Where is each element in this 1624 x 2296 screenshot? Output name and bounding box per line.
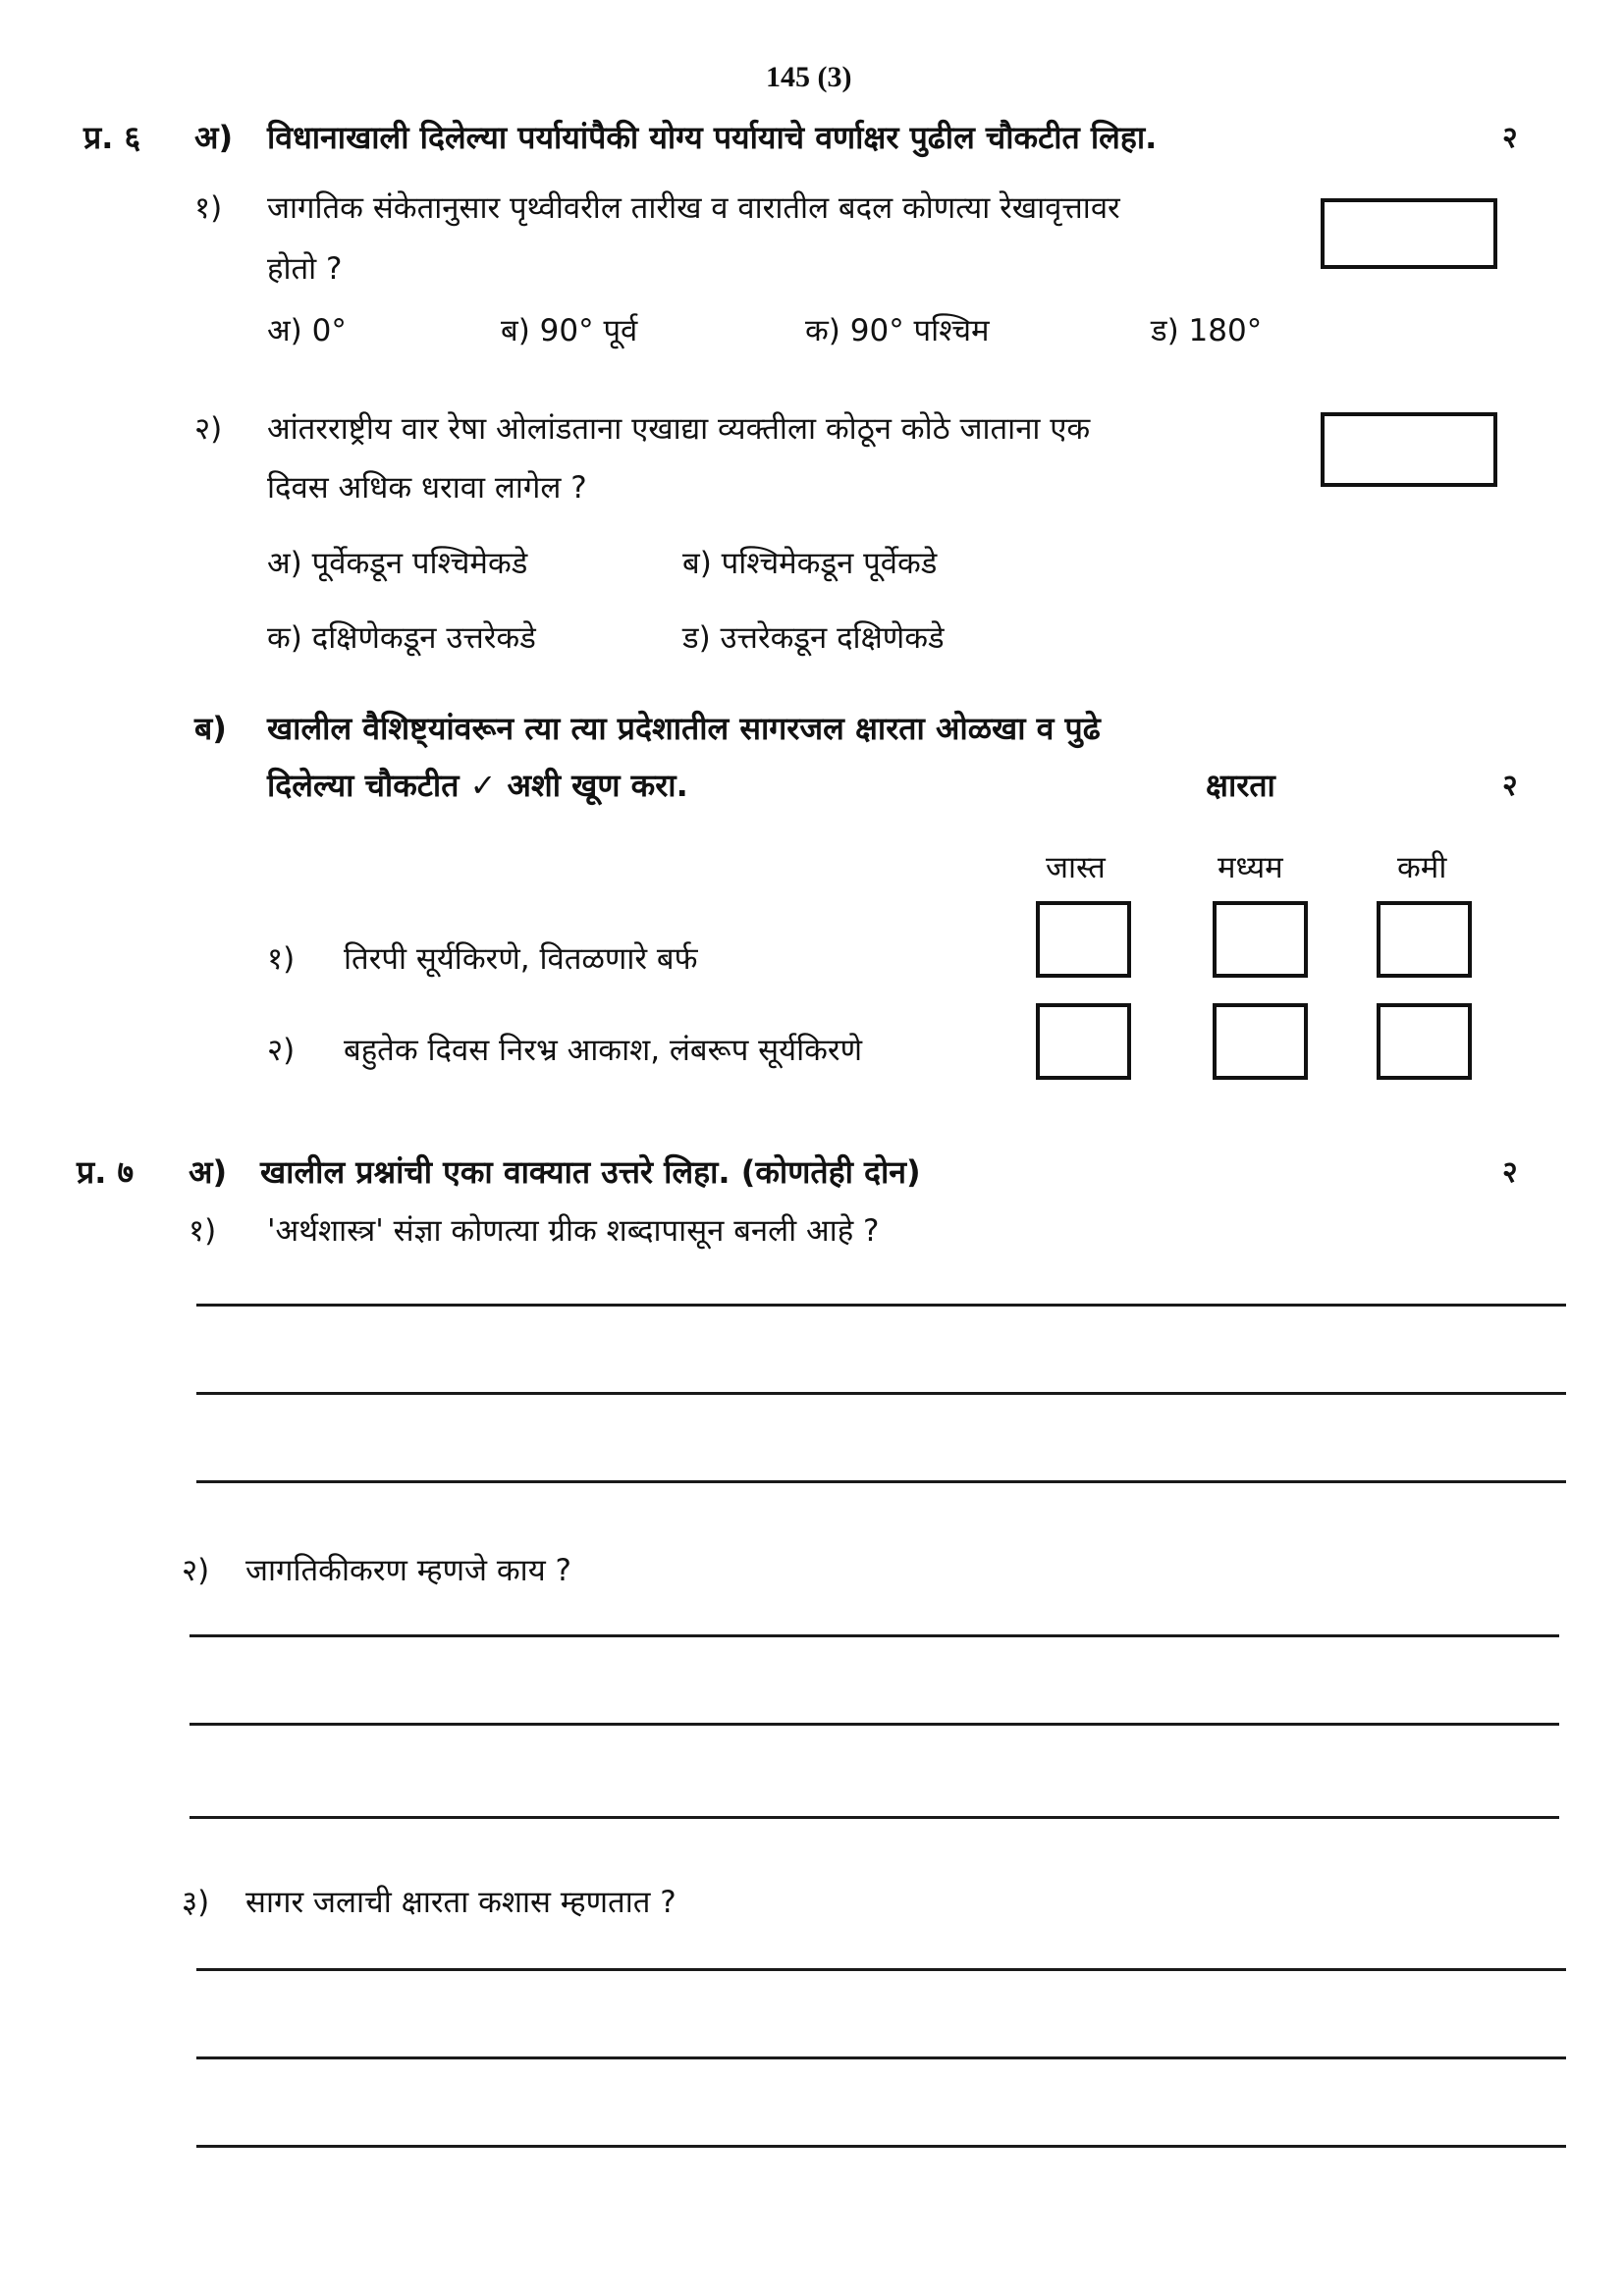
q6a-q2-option-c: क) दक्षिणेकडून उत्तरेकडे (267, 620, 536, 656)
q6-label: प्र. ६ (83, 119, 141, 156)
q7a-q1-answer-line-1[interactable] (196, 1304, 1566, 1307)
q7a-q3-text: सागर जलाची क्षारता कशास म्हणतात ? (245, 1885, 677, 1920)
q6b-row2-high-checkbox[interactable] (1036, 1003, 1131, 1080)
q7a-q2-answer-line-3[interactable] (189, 1816, 1559, 1819)
column-header-medium: मध्यम (1218, 850, 1283, 885)
q7a-q1-text: 'अर्थशास्त्र' संज्ञा कोणत्या ग्रीक शब्दापासून बनली आहे ? (267, 1213, 880, 1249)
page-number: 145 (3) (766, 61, 852, 93)
q6b-row2-medium-checkbox[interactable] (1213, 1003, 1308, 1080)
q7a-marks: २ (1502, 1155, 1518, 1190)
q7a-q1-answer-line-2[interactable] (196, 1392, 1566, 1395)
q6a-q2-num: २) (194, 411, 223, 447)
q7-label: प्र. ७ (77, 1153, 135, 1191)
q6b-row2-low-checkbox[interactable] (1377, 1003, 1472, 1080)
q7a-q3-answer-line-2[interactable] (196, 2056, 1566, 2059)
q6a-q1-option-d: ड) 180° (1151, 313, 1263, 348)
q6a-q1-answer-box[interactable] (1321, 198, 1497, 269)
q6a-q1-num: १) (194, 190, 223, 226)
q6a-q2-option-a: अ) पूर्वेकडून पश्चिमेकडे (267, 546, 528, 581)
q6a-q2-answer-box[interactable] (1321, 412, 1497, 487)
q6b-salinity-label: क्षारता (1206, 767, 1275, 804)
q6a-marks: २ (1502, 121, 1518, 155)
q6a-label: अ) (194, 119, 234, 156)
q6a-q1-option-a: अ) 0° (267, 313, 347, 348)
q7a-q1-answer-line-3[interactable] (196, 1480, 1566, 1483)
q6b-row2-text: बहुतेक दिवस निरभ्र आकाश, लंबरूप सूर्यकिरणे (344, 1033, 863, 1068)
q6b-instruction-line1: खालील वैशिष्ट्यांवरून त्या त्या प्रदेशातील सागरजल क्षारता ओळखा व पुढे (267, 710, 1101, 747)
q6b-label: ब) (194, 710, 227, 747)
q6b-row1-num: १) (267, 941, 296, 977)
q7a-q2-answer-line-1[interactable] (189, 1634, 1559, 1637)
q7a-q3-num: ३) (182, 1885, 210, 1920)
q7a-q1-num: १) (189, 1213, 217, 1249)
q7a-q3-answer-line-3[interactable] (196, 2145, 1566, 2148)
q6a-q1-option-b: ब) 90° पूर्व (501, 313, 638, 348)
q6a-q2-option-b: ब) पश्चिमेकडून पूर्वेकडे (682, 546, 938, 581)
q7a-label: अ) (189, 1153, 228, 1191)
q6b-instruction-line2: दिलेल्या चौकटीत ✓ अशी खूण करा. (267, 767, 688, 804)
q6a-q1-text-line1: जागतिक संकेतानुसार पृथ्वीवरील तारीख व वारातील बदल कोणत्या रेखावृत्तावर (267, 190, 1120, 226)
column-header-low: कमी (1397, 850, 1447, 885)
q6a-q1-option-c: क) 90° पश्चिम (805, 313, 990, 348)
q6b-row1-high-checkbox[interactable] (1036, 901, 1131, 978)
column-header-high: जास्त (1046, 850, 1106, 885)
q6b-row2-num: २) (267, 1033, 296, 1068)
q6b-marks: २ (1502, 769, 1518, 803)
q6a-instruction: विधानाखाली दिलेल्या पर्यायांपैकी योग्य पर्यायाचे वर्णाक्षर पुढील चौकटीत लिहा. (267, 119, 1158, 156)
q6a-q2-text-line2: दिवस अधिक धरावा लागेल ? (267, 470, 587, 506)
q6b-row1-low-checkbox[interactable] (1377, 901, 1472, 978)
q6b-row1-medium-checkbox[interactable] (1213, 901, 1308, 978)
q6a-q2-option-d: ड) उत्तरेकडून दक्षिणेकडे (682, 620, 945, 656)
q7a-q2-num: २) (182, 1553, 210, 1588)
q7a-q3-answer-line-1[interactable] (196, 1968, 1566, 1971)
q6a-q2-text-line1: आंतरराष्ट्रीय वार रेषा ओलांडताना एखाद्या व्यक्तीला कोठून कोठे जाताना एक (267, 411, 1091, 447)
q7a-q2-answer-line-2[interactable] (189, 1723, 1559, 1726)
q6b-row1-text: तिरपी सूर्यकिरणे, वितळणारे बर्फ (344, 941, 698, 977)
q6a-q1-text-line2: होतो ? (267, 251, 343, 287)
q7a-instruction: खालील प्रश्नांची एका वाक्यात उत्तरे लिहा. (कोणतेही दोन) (260, 1153, 921, 1191)
q7a-q2-text: जागतिकीकरण म्हणजे काय ? (245, 1553, 571, 1588)
